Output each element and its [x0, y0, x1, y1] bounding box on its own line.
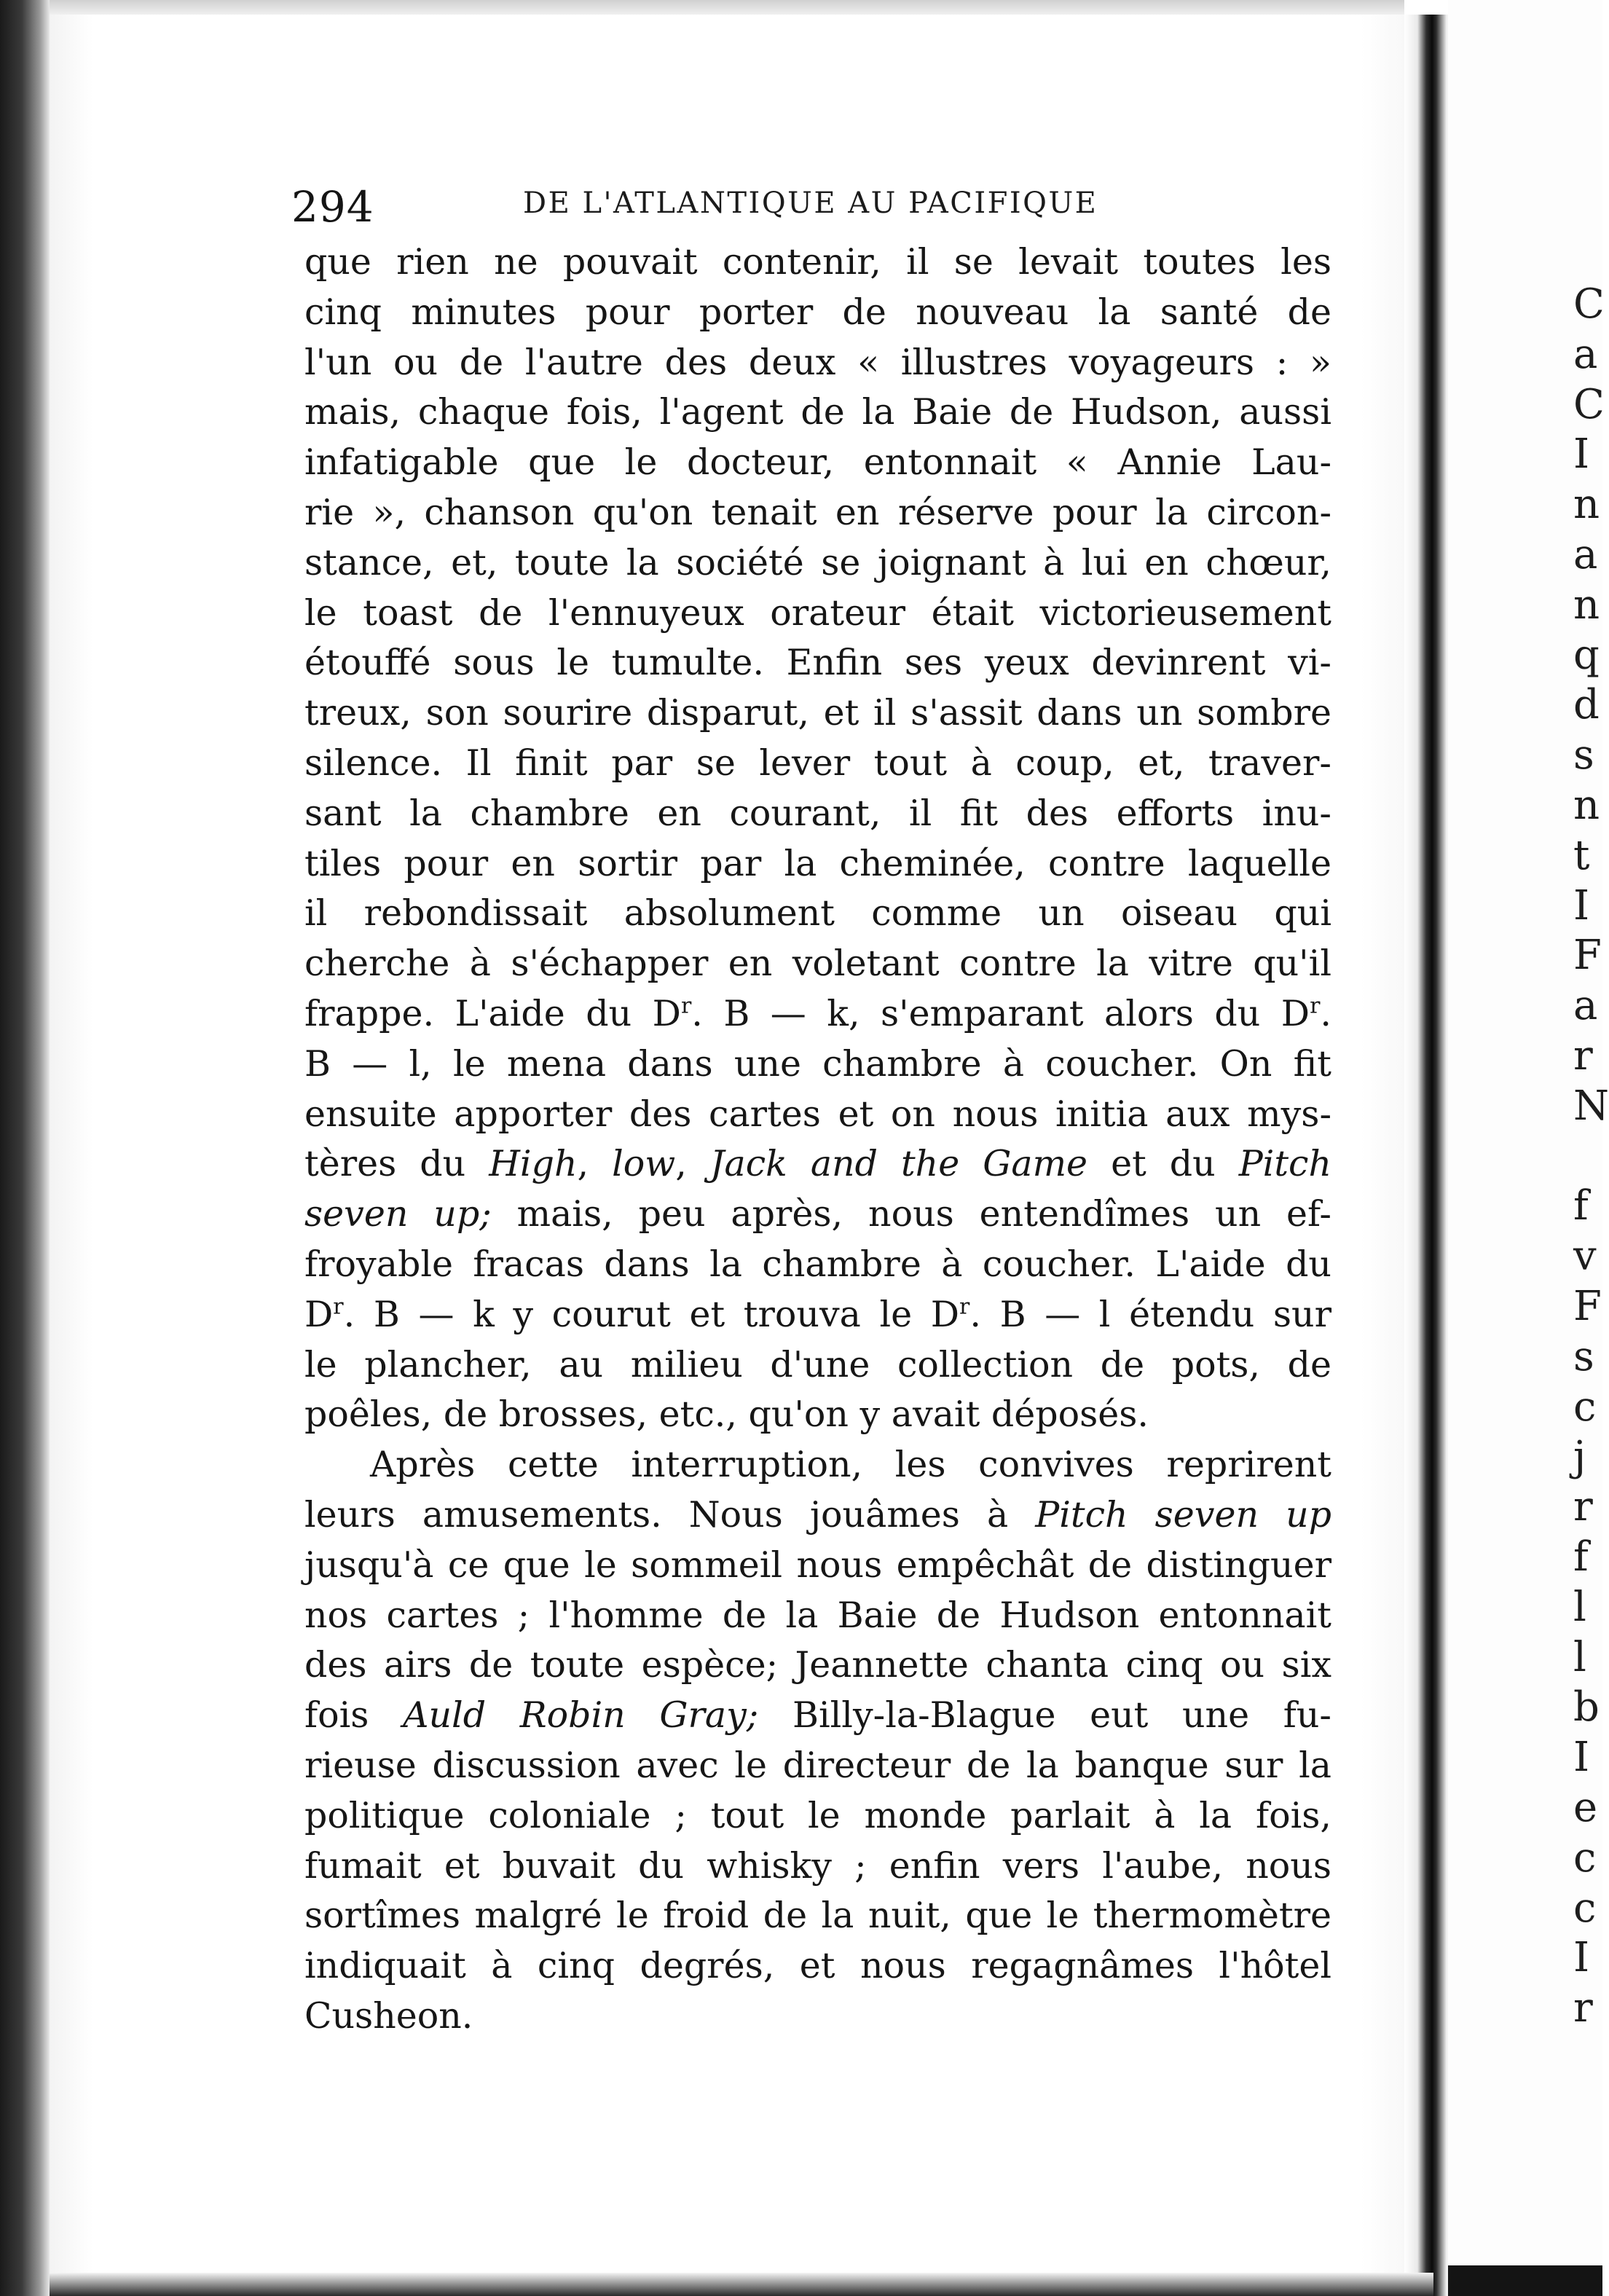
facing-page-letter: [1573, 1132, 1602, 1182]
text-line: que rien ne pouvait contenir, il se levait toutes les: [304, 241, 1331, 283]
text-line: Cusheon.: [304, 1994, 473, 2037]
text-line: poêles, de brosses, etc., qu'on y avait déposés.: [304, 1393, 1149, 1436]
facing-page-letter: n: [1573, 481, 1600, 529]
page-number: 294: [291, 182, 374, 232]
text-line: cinq minutes pour porter de nouveau la santé de: [304, 291, 1331, 333]
facing-page-letter: j: [1573, 1433, 1586, 1481]
text-line: ensuite apporter des cartes et on nous initia aux mys-: [304, 1093, 1331, 1135]
facing-page-letter: C: [1573, 280, 1605, 328]
text-line: rie », chanson qu'on tenait en réserve pour la circon-: [304, 491, 1331, 533]
text-line: rieuse discussion avec le directeur de la banque sur la: [304, 1744, 1331, 1786]
facing-page-letter: a: [1573, 530, 1598, 578]
text-line: des airs de toute espèce; Jeannette chanta cinq ou six: [304, 1644, 1331, 1686]
facing-page-letter: r: [1573, 1483, 1593, 1531]
text-line: stance, et, toute la société se joignant à lui en chœur,: [304, 541, 1331, 583]
text-line: seven up; mais, peu après, nous entendîmes un ef-: [304, 1193, 1331, 1235]
text-line: infatigable que le docteur, entonnait « Annie Lau-: [304, 441, 1331, 484]
scan-border-bottom: [50, 2273, 1433, 2296]
text-line: l'un ou de l'autre des deux « illustres voyageurs : »: [304, 341, 1331, 383]
text-line: frappe. L'aide du $D^r$. B — k, s'emparant alors du $D^r$.: [304, 992, 1331, 1034]
facing-page-letter: r: [1573, 1031, 1593, 1080]
facing-page-letter: I: [1573, 1734, 1590, 1782]
text-line: treux, son sourire disparut, et il s'assit dans un sombre: [304, 692, 1331, 734]
facing-page-letter: C: [1573, 380, 1605, 428]
facing-page-letter: n: [1573, 581, 1600, 629]
facing-page-letter: s: [1573, 1332, 1594, 1380]
facing-page-letter: r: [1573, 1984, 1593, 2032]
text-line: politique coloniale ; tout le monde parlait à la fois,: [304, 1794, 1331, 1836]
running-title: DE L'ATLANTIQUE AU PACIFIQUE: [523, 186, 1098, 220]
text-line: jusqu'à ce que le sommeil nous empêchât de distinguer: [304, 1544, 1331, 1586]
text-line: $D^r$. B — k y courut et trouva le $D^r$. B — l étendu sur: [304, 1293, 1332, 1335]
book-spine-gutter: [1404, 15, 1448, 2296]
text-line: tères du High, low, Jack and the Game et du Pitch: [304, 1143, 1332, 1185]
text-line: sant la chambre en courant, il fit des efforts inu-: [304, 792, 1331, 834]
facing-page-letter: I: [1573, 881, 1590, 929]
text-line: sortîmes malgré le froid de la nuit, que le thermomètre: [304, 1895, 1331, 1937]
text-line: cherche à s'échapper en voletant contre la vitre qu'il: [304, 943, 1331, 985]
text-line: B — l, le mena dans une chambre à coucher. On fit: [304, 1042, 1331, 1085]
facing-page-letter: I: [1573, 1934, 1590, 1982]
facing-page-letter: e: [1573, 1783, 1598, 1831]
text-line: il rebondissait absolument comme un oiseau qui: [304, 892, 1331, 935]
facing-page-text-fragments: [1573, 280, 1609, 2034]
text-line: froyable fracas dans la chambre à coucher. L'aide du: [304, 1243, 1331, 1285]
facing-page-letter: a: [1573, 982, 1598, 1030]
text-line: indiquait à cinq degrés, et nous regagnâmes l'hôtel: [304, 1945, 1331, 1987]
facing-page-letter: t: [1573, 831, 1590, 879]
facing-page-letter: a: [1573, 330, 1598, 378]
paragraph: [304, 237, 1331, 1440]
facing-page-letter: c: [1573, 1833, 1597, 1882]
facing-page-letter: f: [1573, 1533, 1589, 1581]
facing-page-letter: F: [1573, 932, 1602, 980]
body-text: [304, 237, 1331, 2042]
paragraph: [304, 1440, 1331, 2042]
text-line: silence. Il finit par se lever tout à coup, et, traver-: [304, 742, 1331, 784]
text-line: le plancher, au milieu d'une collection de pots, de: [304, 1343, 1331, 1385]
facing-page-letter: N: [1573, 1082, 1609, 1130]
facing-page-letter: v: [1573, 1232, 1597, 1281]
text-line: nos cartes ; l'homme de la Baie de Hudson entonnait: [304, 1594, 1331, 1636]
text-line: Après cette interruption, les convives reprirent: [370, 1444, 1331, 1486]
facing-page-letter: l: [1573, 1633, 1586, 1681]
text-line: étouffé sous le tumulte. Enfin ses yeux devinrent vi-: [304, 642, 1331, 684]
text-line: tiles pour en sortir par la cheminée, contre laquelle: [304, 842, 1331, 884]
text-line: fumait et buvait du whisky ; enfin vers l'aube, nous: [304, 1844, 1331, 1887]
facing-page-letter: q: [1573, 631, 1600, 679]
facing-page-letter: s: [1573, 731, 1594, 779]
facing-page-letter: c: [1573, 1884, 1597, 1932]
facing-page-letter: c: [1573, 1383, 1597, 1431]
scan-border-left: [0, 0, 50, 2296]
facing-page-letter: l: [1573, 1583, 1586, 1631]
facing-page-letter: I: [1573, 430, 1590, 479]
text-line: leurs amusements. Nous jouâmes à Pitch seven up: [304, 1493, 1331, 1536]
facing-page-letter: F: [1573, 1282, 1602, 1330]
text-line: mais, chaque fois, l'agent de la Baie de Hudson, aussi: [304, 391, 1331, 433]
facing-page-letter: b: [1573, 1683, 1600, 1731]
running-header: [291, 175, 1384, 233]
facing-page-letter: n: [1573, 781, 1600, 829]
text-line: le toast de l'ennuyeux orateur était victorieusement: [304, 591, 1331, 634]
facing-page-bottom-edge: [1448, 2265, 1602, 2296]
facing-page-letter: d: [1573, 681, 1600, 729]
facing-page-letter: f: [1573, 1182, 1589, 1230]
text-line: fois Auld Robin Gray; Billy-la-Blague eut une fu-: [304, 1694, 1331, 1737]
